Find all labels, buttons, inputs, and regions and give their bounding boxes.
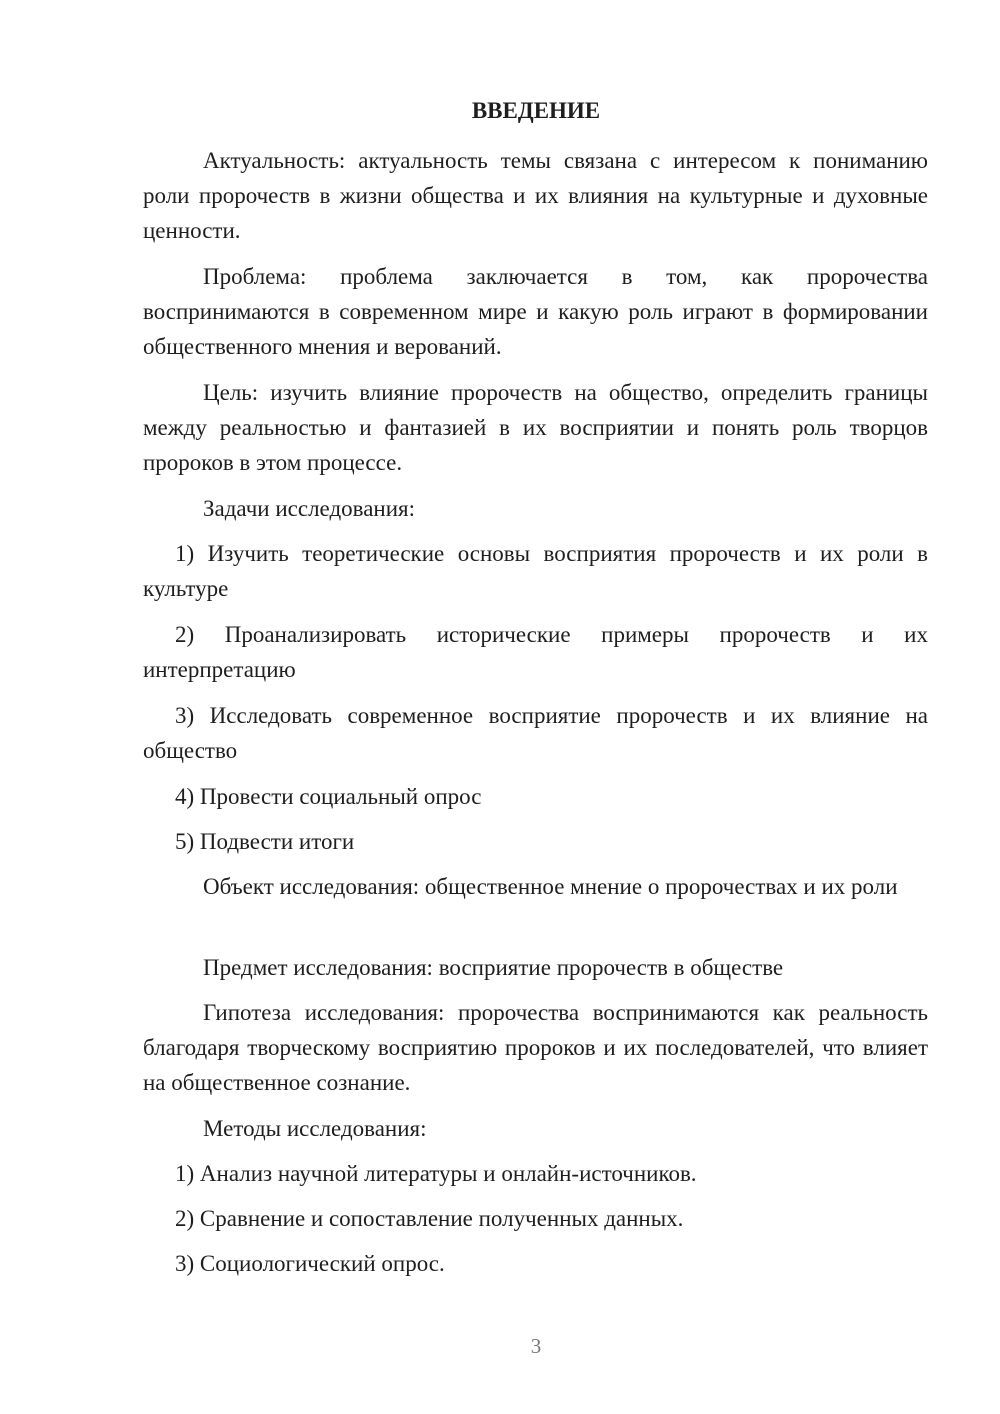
relevance-paragraph: Актуальность: актуальность темы связана с интересом к пониманию роли пророчеств в жизни общества и их влияния на культурные и духовные ценности. <box>143 148 928 243</box>
page-number: 3 <box>530 1334 542 1358</box>
subject-paragraph: Предмет исследования: восприятие пророчеств в обществе <box>203 955 784 980</box>
list-item: 3) Социологический опрос. <box>175 1251 445 1276</box>
hypothesis-paragraph: Гипотеза исследования: пророчества воспринимаются как реальность благодаря творческому восприятию пророков и их последователей, что влияет на общественное сознание. <box>143 1000 928 1095</box>
list-item: 2) Проанализировать исторические примеры пророчеств и их интерпретацию <box>143 622 928 682</box>
problem-paragraph: Проблема: проблема заключается в том, как пророчества воспринимаются в современном мире и какую роль играют в формировании общественного мнения и верований. <box>143 264 928 359</box>
methods-heading: Методы исследования: <box>203 1116 427 1141</box>
list-item: 2) Сравнение и сопоставление полученных данных. <box>175 1206 684 1231</box>
goal-paragraph: Цель: изучить влияние пророчеств на общество, определить границы между реальностью и фантазией в их восприятии и понять роль творцов пророков в этом процессе. <box>143 380 928 475</box>
list-item: 5) Подвести итоги <box>175 829 355 854</box>
page-title: ВВЕДЕНИЕ <box>471 98 601 123</box>
list-item: 4) Провести социальный опрос <box>175 784 482 809</box>
list-item: 1) Изучить теоретические основы восприятия пророчеств и их роли в культуре <box>143 541 928 601</box>
list-item: 1) Анализ научной литературы и онлайн-источников. <box>175 1161 697 1186</box>
list-item: 3) Исследовать современное восприятие пророчеств и их влияние на общество <box>143 703 928 763</box>
object-paragraph: Объект исследования: общественное мнение о пророчествах и их роли <box>203 874 898 899</box>
tasks-heading: Задачи исследования: <box>203 496 416 521</box>
